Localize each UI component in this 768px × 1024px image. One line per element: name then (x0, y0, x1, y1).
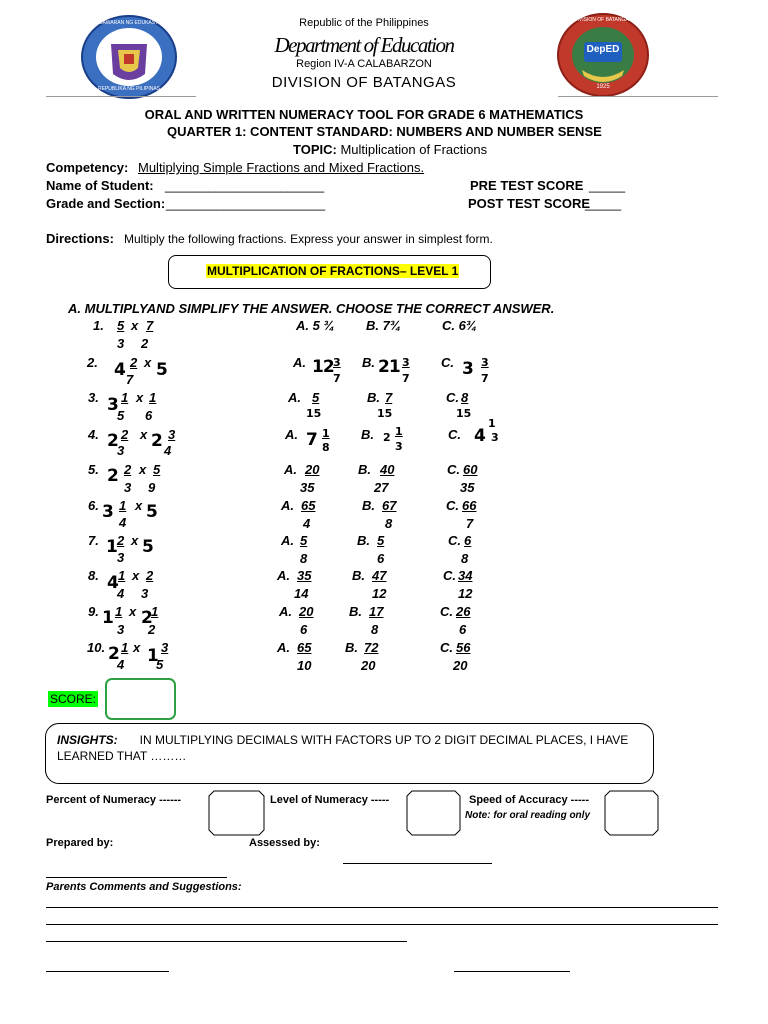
assessor-signature-line[interactable] (343, 863, 492, 864)
q4-den-2: 4 (164, 443, 172, 458)
date-signature-line[interactable] (454, 971, 570, 972)
q10-choice-a[interactable]: A. (277, 640, 290, 655)
q10-c-den: 20 (453, 658, 468, 673)
parents-comments-label: Parents Comments and Suggestions: (46, 881, 242, 893)
q10-num-1: 1 (121, 640, 129, 655)
q1-den-2: 2 (141, 336, 149, 351)
q10-den-1: 4 (117, 657, 125, 672)
q5-whole-1: 2 (107, 466, 118, 486)
post-test-label: POST TEST SCORE (468, 196, 591, 211)
q3-choice-a[interactable]: A. (288, 390, 301, 405)
speed-box[interactable] (604, 790, 659, 836)
q3-number: 3. (88, 390, 99, 405)
q7-den-1: 3 (117, 550, 125, 565)
q7-a-den: 8 (300, 551, 308, 566)
q10-whole-1: 2 (108, 644, 119, 664)
pre-test-field[interactable]: _____ (589, 178, 626, 193)
q10-b-num: 72 (364, 640, 379, 655)
q8-number: 8. (88, 568, 99, 583)
post-test-field[interactable]: _____ (585, 196, 622, 211)
q4-a-den: 8 (322, 441, 330, 454)
q8-den-2: 3 (141, 586, 149, 601)
q4-whole-2: 2 (151, 431, 162, 451)
q2-whole-1: 4 (114, 360, 125, 380)
q2-c-num: 3 (481, 356, 489, 369)
q1-number: 1. (93, 318, 104, 333)
q2-b-num: 3 (402, 356, 410, 369)
q9-times: x (129, 604, 137, 619)
doc-title-line2: QUARTER 1: CONTENT STANDARD: NUMBERS AND NUMBER SENSE (167, 124, 602, 139)
q6-whole-1: 3 (102, 502, 113, 522)
q10-b-den: 20 (361, 658, 376, 673)
q8-a-num: 35 (297, 568, 312, 583)
q5-choice-b[interactable]: B. (358, 462, 371, 477)
q10-whole-2: 1 (147, 646, 158, 666)
q3-c-den: 15 (456, 407, 472, 420)
q9-num-2: 1 (151, 604, 159, 619)
q8-c-den: 12 (458, 586, 473, 601)
q2-choice-b[interactable]: B. (362, 355, 375, 370)
q9-choice-a[interactable]: A. (279, 604, 292, 619)
q9-choice-b[interactable]: B. (349, 604, 362, 619)
q1-choice-c[interactable]: C. 6¾ (442, 318, 477, 333)
q9-a-den: 6 (300, 622, 308, 637)
directions-label: Directions: (46, 231, 114, 246)
prepared-by-label: Prepared by: (46, 837, 114, 849)
q9-den-2: 2 (148, 622, 156, 637)
q4-den-1: 3 (117, 443, 125, 458)
comments-line-1[interactable] (46, 907, 718, 908)
comments-line-3[interactable] (46, 941, 407, 942)
q9-b-num: 17 (369, 604, 384, 619)
q10-choice-b[interactable]: B. (345, 640, 358, 655)
q3-whole-1: 3 (107, 395, 118, 415)
header-rule-right (558, 96, 718, 97)
q10-number: 10. (87, 640, 106, 655)
q7-b-den: 6 (377, 551, 385, 566)
assessed-by-label: Assessed by: (249, 837, 320, 849)
q5-choice-c[interactable]: C. (447, 462, 460, 477)
insights-prompt: IN MULTIPLYING DECIMALS WITH FACTORS UP TO 2 DIGIT DECIMAL PLACES, I HAVE LEARNED THAT ……… (57, 733, 629, 763)
q7-number: 7. (88, 533, 99, 548)
q5-a-num: 20 (305, 462, 320, 477)
q8-a-den: 14 (294, 586, 309, 601)
q4-c-whole: 4 (474, 426, 485, 446)
topic-line (293, 142, 487, 157)
speed-note: Note: for oral reading only (465, 810, 591, 821)
q3-choice-b[interactable]: B. (367, 390, 380, 405)
q10-den-2: 5 (156, 657, 164, 672)
q9-a-num: 20 (299, 604, 314, 619)
q8-b-num: 47 (372, 568, 387, 583)
q1-times: x (131, 318, 139, 333)
q9-number: 9. (88, 604, 99, 619)
q5-den-2: 9 (148, 480, 156, 495)
q3-num-1: 1 (121, 390, 129, 405)
insights-text (57, 732, 645, 764)
section-a-instruction: A. MULTIPLYAND SIMPLIFY THE ANSWER. CHOOSE THE CORRECT ANSWER. (68, 301, 555, 316)
q8-whole-1: 4 (107, 573, 118, 593)
q5-times: x (139, 462, 147, 477)
q2-num-1: 2 (130, 355, 138, 370)
q6-times: x (135, 498, 143, 513)
q7-choice-a[interactable]: A. (281, 533, 294, 548)
q9-c-num: 26 (456, 604, 471, 619)
q6-whole-2: 5 (146, 502, 157, 522)
q10-a-num: 65 (297, 640, 312, 655)
q3-c-num: 8 (461, 390, 469, 405)
q2-number: 2. (87, 355, 98, 370)
directions-text: Multiply the following fractions. Express your answer in simplest form. (124, 232, 493, 246)
q6-a-num: 65 (301, 498, 316, 513)
name-label: Name of Student: (46, 178, 154, 193)
q9-den-1: 3 (117, 622, 125, 637)
q9-whole-1: 1 (102, 608, 113, 628)
q8-num-2: 2 (146, 568, 154, 583)
q3-b-num: 7 (385, 390, 393, 405)
q8-b-den: 12 (372, 586, 387, 601)
q10-a-den: 10 (297, 658, 312, 673)
q7-num-1: 2 (117, 533, 125, 548)
division-text: DIVISION OF BATANGAS (271, 74, 457, 91)
right-seal-top-text: DIVISION OF BATANGAS (573, 17, 633, 23)
topic-label: TOPIC: (293, 142, 337, 157)
q2-whole-2: 5 (156, 360, 167, 380)
q4-whole-1: 2 (107, 431, 118, 451)
insights-label: INSIGHTS: (57, 733, 118, 747)
right-seal-year: 1925 (596, 84, 610, 90)
header-rule-left (46, 96, 196, 97)
q10-num-2: 3 (161, 640, 169, 655)
q8-den-1: 4 (117, 586, 125, 601)
speed-label: Speed of Accuracy ----- (469, 794, 590, 806)
q5-num-1: 2 (124, 462, 132, 477)
q7-whole-1: 1 (106, 537, 117, 557)
q3-times: x (136, 390, 144, 405)
left-seal-bottom-text: REPUBLIKA NG PILIPINAS (98, 86, 160, 92)
q3-den-1: 5 (117, 408, 125, 423)
q9-c-den: 6 (459, 622, 467, 637)
q2-den-1: 7 (126, 372, 134, 387)
q6-num-1: 1 (119, 498, 127, 513)
q1-choice-a[interactable]: A. 5 ¾ (296, 318, 335, 333)
q3-b-den: 15 (377, 407, 393, 420)
q10-choice-c[interactable]: C. (440, 640, 453, 655)
doc-title-line1: ORAL AND WRITTEN NUMERACY TOOL FOR GRADE 6 MATHEMATICS (144, 107, 584, 122)
q7-choice-b[interactable]: B. (357, 533, 370, 548)
q4-num-2: 3 (168, 427, 176, 442)
q8-choice-c[interactable]: C. (443, 568, 456, 583)
q4-num-1: 2 (121, 427, 129, 442)
q7-choice-c[interactable]: C. (448, 533, 461, 548)
q6-number: 6. (88, 498, 99, 513)
q5-num-2: 5 (153, 462, 161, 477)
q5-c-den: 35 (460, 480, 475, 495)
percent-label: Percent of Numeracy ------ (46, 794, 182, 806)
q3-num-2: 1 (149, 390, 157, 405)
q2-choice-a[interactable]: A. (293, 355, 306, 370)
q7-c-num: 6 (464, 533, 472, 548)
region-text: Region IV-A CALABARZON (296, 58, 432, 70)
q9-whole-2: 2 (141, 608, 152, 628)
q7-whole-2: 5 (142, 537, 153, 557)
q4-choice-b[interactable]: B. (361, 427, 374, 442)
q4-b-whole: 2 (383, 431, 391, 444)
q4-b-num: 1 (395, 425, 403, 438)
q6-choice-b[interactable]: B. (362, 498, 375, 513)
q4-c-den: 3 (491, 431, 499, 444)
q2-c-den: 7 (481, 372, 489, 385)
q4-choice-c[interactable]: C. (448, 427, 461, 442)
q6-c-num: 66 (462, 498, 477, 513)
q1-num-2: 7 (146, 318, 154, 333)
q1-num-1: 5 (117, 318, 125, 333)
q8-times: x (132, 568, 140, 583)
q7-b-num: 5 (377, 533, 385, 548)
department-title: Department of Education (274, 33, 454, 57)
q3-a-den: 15 (306, 407, 322, 420)
q7-a-num: 5 (300, 533, 308, 548)
q8-c-num: 34 (458, 568, 473, 583)
q4-a-whole: 7 (306, 430, 317, 450)
q6-b-den: 8 (385, 516, 393, 531)
q2-b-den: 7 (402, 372, 410, 385)
q5-c-num: 60 (463, 462, 478, 477)
q6-den-1: 4 (119, 515, 127, 530)
competency-label: Competency: (46, 160, 129, 175)
topic-value: Multiplication of Fractions (340, 142, 488, 157)
score-label: SCORE: (50, 692, 97, 706)
q2-choice-c[interactable]: C. (441, 355, 454, 370)
competency-value: Multiplying Simple Fractions and Mixed Fractions. (138, 160, 425, 175)
q9-choice-c[interactable]: C. (440, 604, 453, 619)
q7-times: x (131, 533, 139, 548)
parent-signature-line[interactable] (46, 971, 169, 972)
q4-number: 4. (88, 427, 99, 442)
q8-num-1: 1 (118, 568, 126, 583)
q4-b-den: 3 (395, 440, 403, 453)
q8-choice-b[interactable]: B. (352, 568, 365, 583)
grade-field[interactable]: ______________________ (166, 196, 326, 211)
q10-c-num: 56 (456, 640, 471, 655)
name-field[interactable]: ______________________ (165, 178, 325, 193)
q5-a-den: 35 (300, 480, 315, 495)
q6-b-num: 67 (382, 498, 397, 513)
q1-den-1: 3 (117, 336, 125, 351)
grade-label: Grade and Section: (46, 196, 166, 211)
comments-line-2[interactable] (46, 924, 718, 925)
level-label: Level of Numeracy ----- (270, 794, 390, 806)
q2-c-whole: 3 (462, 359, 473, 379)
q5-number: 5. (88, 462, 99, 477)
pre-test-label: PRE TEST SCORE (470, 178, 584, 193)
q5-b-den: 27 (374, 480, 389, 495)
q5-den-1: 3 (124, 480, 132, 495)
q7-c-den: 8 (461, 551, 469, 566)
q3-a-num: 5 (312, 390, 320, 405)
level-box-title: MULTIPLICATION OF FRACTIONS– LEVEL 1 (207, 264, 459, 278)
q2-b-whole: 21 (378, 357, 400, 377)
score-box[interactable] (105, 678, 176, 720)
q1-choice-b[interactable]: B. 7¾ (366, 318, 401, 333)
republic-text: Republic of the Philippines (299, 17, 429, 29)
q6-a-den: 4 (303, 516, 311, 531)
q5-choice-a[interactable]: A. (284, 462, 297, 477)
q10-times: x (133, 640, 141, 655)
percent-box[interactable] (208, 790, 265, 836)
left-seal-top-text: KAGAWARAN NG EDUKASYON (92, 20, 166, 26)
q2-a-num: 3 (333, 356, 341, 369)
q9-num-1: 1 (115, 604, 123, 619)
q2-times: x (144, 355, 152, 370)
q4-c-num: 1 (488, 417, 496, 430)
q6-choice-a[interactable]: A. (281, 498, 294, 513)
q3-choice-c[interactable]: C. (446, 390, 459, 405)
level-of-numeracy-box[interactable] (406, 790, 461, 836)
q3-den-2: 6 (145, 408, 153, 423)
q8-choice-a[interactable]: A. (277, 568, 290, 583)
q2-a-whole: 12 (312, 357, 334, 377)
q4-choice-a[interactable]: A. (285, 427, 298, 442)
preparer-signature-line[interactable] (46, 877, 227, 878)
q4-a-num: 1 (322, 427, 330, 440)
right-seal-center-text: DepED (586, 44, 620, 55)
q6-c-den: 7 (466, 516, 474, 531)
q5-b-num: 40 (380, 462, 395, 477)
q9-b-den: 8 (371, 622, 379, 637)
q6-choice-c[interactable]: C. (446, 498, 459, 513)
q4-times: x (140, 427, 148, 442)
q2-a-den: 7 (333, 372, 341, 385)
